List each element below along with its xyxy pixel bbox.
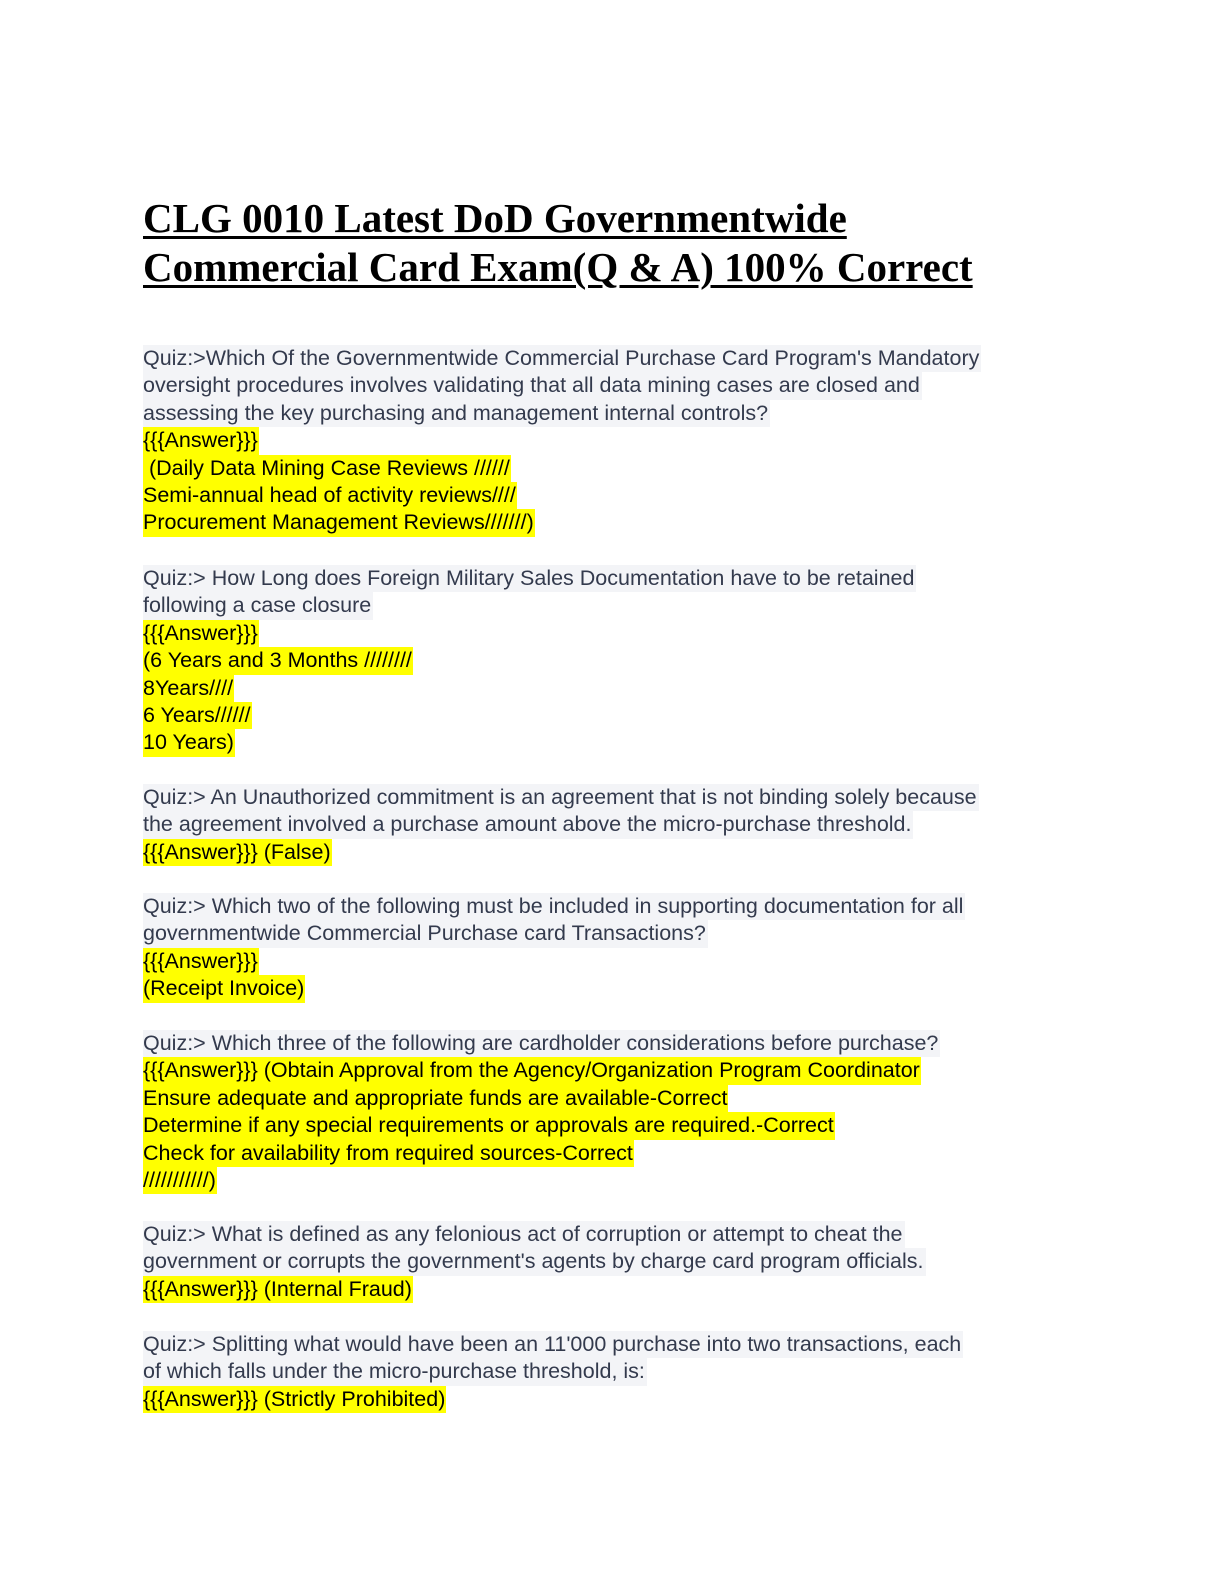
question-line: following a case closure	[143, 592, 373, 619]
answer-line: Determine if any special requirements or approvals are required.-Correct	[143, 1112, 835, 1139]
document-title	[143, 194, 1083, 292]
question-line: Quiz:> What is defined as any felonious act of corruption or attempt to cheat the	[143, 1221, 905, 1248]
question-line: governmentwide Commercial Purchase card Transactions?	[143, 920, 708, 947]
answer-line: {{{Answer}}}	[143, 427, 259, 454]
quiz-block-1	[143, 345, 1083, 537]
answer-line: {{{Answer}}}	[143, 948, 259, 975]
question-line: the agreement involved a purchase amount above the micro-purchase threshold.	[143, 811, 913, 838]
question-line: Quiz:> Which two of the following must be included in supporting documentation for all	[143, 893, 965, 920]
title-line-2: Commercial Card Exam(Q & A) 100% Correct	[143, 244, 973, 290]
question-line: assessing the key purchasing and management internal controls?	[143, 400, 770, 427]
answer-line: 8Years////	[143, 675, 234, 702]
question-line: Quiz:> Splitting what would have been an 11'000 purchase into two transactions, each	[143, 1331, 963, 1358]
question-line: Quiz:> How Long does Foreign Military Sales Documentation have to be retained	[143, 565, 916, 592]
quiz-block-5	[143, 1030, 1083, 1194]
answer-line: {{{Answer}}} (False)	[143, 839, 332, 866]
answer-line: Ensure adequate and appropriate funds are available-Correct	[143, 1085, 728, 1112]
question-line: of which falls under the micro-purchase threshold, is:	[143, 1358, 647, 1385]
question-line: Quiz:>Which Of the Governmentwide Commercial Purchase Card Program's Mandatory	[143, 345, 981, 372]
answer-line: 6 Years//////	[143, 702, 252, 729]
quiz-block-7	[143, 1331, 1083, 1413]
answer-line: 10 Years)	[143, 729, 235, 756]
quiz-block-3	[143, 784, 1083, 866]
question-line: oversight procedures involves validating that all data mining cases are closed and	[143, 372, 922, 399]
quiz-block-4	[143, 893, 1083, 1003]
question-line: Quiz:> Which three of the following are cardholder considerations before purchase?	[143, 1030, 940, 1057]
answer-line: (6 Years and 3 Months ////////	[143, 647, 413, 674]
title-line-1: CLG 0010 Latest DoD Governmentwide	[143, 195, 847, 241]
answer-line: Semi-annual head of activity reviews////	[143, 482, 517, 509]
answer-line: {{{Answer}}} (Obtain Approval from the Agency/Organization Program Coordinator	[143, 1057, 921, 1084]
answer-line: {{{Answer}}} (Strictly Prohibited)	[143, 1386, 446, 1413]
answer-line: Procurement Management Reviews///////)	[143, 509, 535, 536]
question-line: Quiz:> An Unauthorized commitment is an agreement that is not binding solely because	[143, 784, 979, 811]
answer-line: {{{Answer}}} (Internal Fraud)	[143, 1276, 413, 1303]
quiz-block-6	[143, 1221, 1083, 1303]
question-line: government or corrupts the government's agents by charge card program officials.	[143, 1248, 926, 1275]
answer-line: {{{Answer}}}	[143, 620, 259, 647]
answer-line: (Receipt Invoice)	[143, 975, 305, 1002]
answer-line: (Daily Data Mining Case Reviews //////	[143, 455, 511, 482]
answer-line: ///////////)	[143, 1167, 217, 1194]
quiz-block-2	[143, 565, 1083, 757]
answer-line: Check for availability from required sources-Correct	[143, 1140, 634, 1167]
